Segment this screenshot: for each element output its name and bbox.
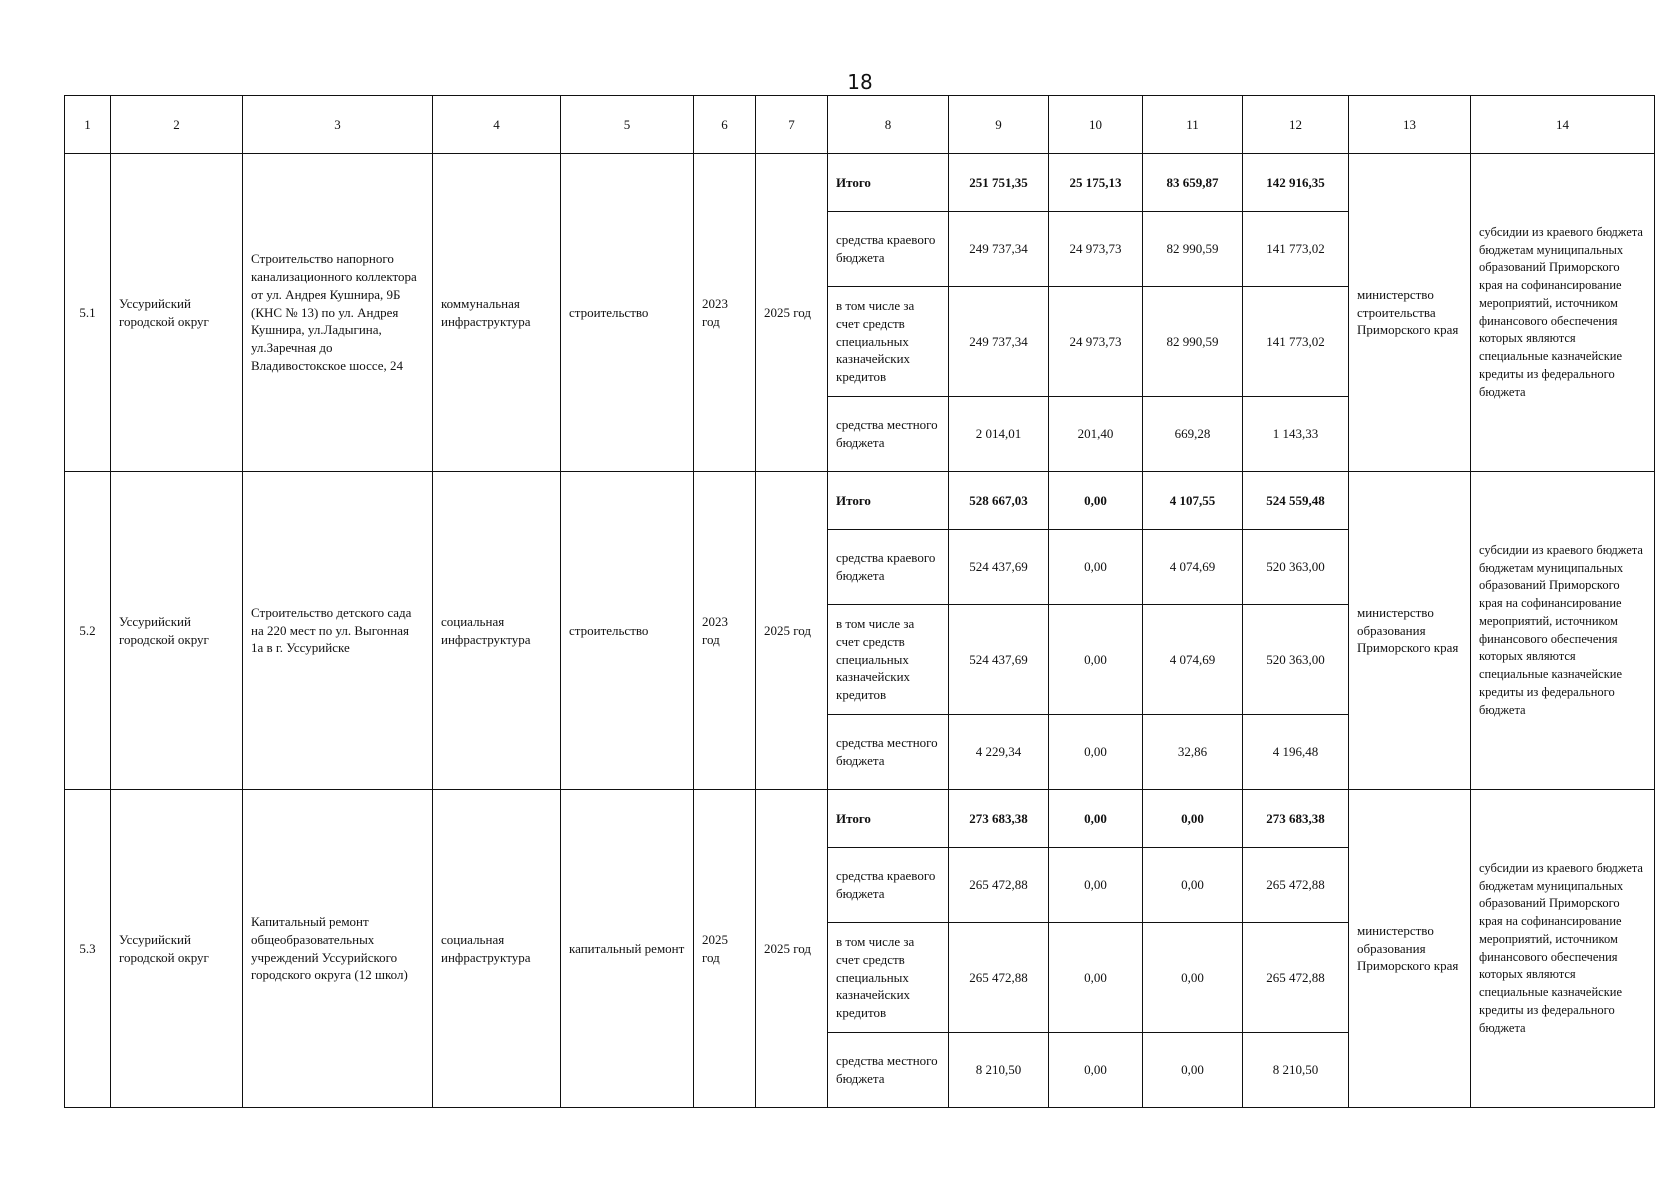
- funding-source-cell: в том числе за счет средств специальных казначейских кредитов: [828, 605, 949, 715]
- column-number: 5: [561, 96, 694, 154]
- value-col12-cell: 524 559,48: [1243, 472, 1349, 530]
- object-name-cell: Строительство детского сада на 220 мест по ул. Выгонная 1а в г. Уссурийске: [243, 472, 433, 790]
- item-number-cell: 5.2: [65, 472, 111, 790]
- column-number: 14: [1471, 96, 1655, 154]
- district-cell: Уссурийский городской округ: [111, 154, 243, 472]
- value-col11-cell: 82 990,59: [1143, 287, 1243, 397]
- funding-source-cell: Итого: [828, 790, 949, 848]
- funding-source-cell: средства краевого бюджета: [828, 848, 949, 923]
- note-cell: субсидии из краевого бюджета бюджетам муниципальных образований Приморского края на софинансирование мероприятий, источником финансового обеспечения которых являются специальные казначейские кредиты из федерального бюджета: [1471, 154, 1655, 472]
- column-number: 11: [1143, 96, 1243, 154]
- ministry-cell: министерство образования Приморского края: [1349, 472, 1471, 790]
- item-number-cell: 5.3: [65, 790, 111, 1108]
- start-year-cell: 2023 год: [694, 472, 756, 790]
- value-col9-cell: 249 737,34: [949, 212, 1049, 287]
- value-col10-cell: 0,00: [1049, 530, 1143, 605]
- value-col12-cell: 265 472,88: [1243, 848, 1349, 923]
- value-col9-cell: 265 472,88: [949, 923, 1049, 1033]
- value-col11-cell: 83 659,87: [1143, 154, 1243, 212]
- value-col10-cell: 0,00: [1049, 1033, 1143, 1108]
- value-col12-cell: 1 143,33: [1243, 397, 1349, 472]
- start-year-cell: 2025 год: [694, 790, 756, 1108]
- column-number-row: [65, 96, 1655, 154]
- value-col12-cell: 520 363,00: [1243, 530, 1349, 605]
- value-col11-cell: 0,00: [1143, 923, 1243, 1033]
- work-type-cell: строительство: [561, 472, 694, 790]
- value-col12-cell: 520 363,00: [1243, 605, 1349, 715]
- page-number: 18: [847, 70, 873, 94]
- value-col9-cell: 2 014,01: [949, 397, 1049, 472]
- district-cell: Уссурийский городской округ: [111, 472, 243, 790]
- value-col12-cell: 142 916,35: [1243, 154, 1349, 212]
- value-col11-cell: 4 074,69: [1143, 530, 1243, 605]
- column-number: 6: [694, 96, 756, 154]
- object-name-cell: Строительство напорного канализационного коллектора от ул. Андрея Кушнира, 9Б (КНС № 13) по ул. Андрея Кушнира, ул.Ладыгина, ул.Заречная до Владивостокское шоссе, 24: [243, 154, 433, 472]
- item-number-cell: 5.1: [65, 154, 111, 472]
- funding-source-cell: средства местного бюджета: [828, 397, 949, 472]
- value-col10-cell: 0,00: [1049, 605, 1143, 715]
- value-col12-cell: 141 773,02: [1243, 287, 1349, 397]
- value-col9-cell: 8 210,50: [949, 1033, 1049, 1108]
- value-col11-cell: 0,00: [1143, 1033, 1243, 1108]
- column-number: 7: [756, 96, 828, 154]
- value-col10-cell: 0,00: [1049, 715, 1143, 790]
- program-table: [64, 95, 1655, 1108]
- value-col11-cell: 669,28: [1143, 397, 1243, 472]
- table-row: [65, 790, 1655, 848]
- column-number: 4: [433, 96, 561, 154]
- value-col9-cell: 4 229,34: [949, 715, 1049, 790]
- value-col9-cell: 524 437,69: [949, 530, 1049, 605]
- sector-cell: социальная инфраструктура: [433, 790, 561, 1108]
- value-col11-cell: 0,00: [1143, 848, 1243, 923]
- value-col10-cell: 25 175,13: [1049, 154, 1143, 212]
- value-col10-cell: 0,00: [1049, 790, 1143, 848]
- value-col9-cell: 524 437,69: [949, 605, 1049, 715]
- funding-source-cell: средства местного бюджета: [828, 715, 949, 790]
- value-col11-cell: 32,86: [1143, 715, 1243, 790]
- column-number: 12: [1243, 96, 1349, 154]
- value-col9-cell: 251 751,35: [949, 154, 1049, 212]
- value-col12-cell: 8 210,50: [1243, 1033, 1349, 1108]
- value-col11-cell: 4 107,55: [1143, 472, 1243, 530]
- value-col9-cell: 249 737,34: [949, 287, 1049, 397]
- work-type-cell: капитальный ремонт: [561, 790, 694, 1108]
- value-col10-cell: 24 973,73: [1049, 212, 1143, 287]
- ministry-cell: министерство образования Приморского края: [1349, 790, 1471, 1108]
- ministry-cell: министерство строительства Приморского края: [1349, 154, 1471, 472]
- value-col11-cell: 4 074,69: [1143, 605, 1243, 715]
- funding-source-cell: Итого: [828, 154, 949, 212]
- column-number: 8: [828, 96, 949, 154]
- column-number: 1: [65, 96, 111, 154]
- value-col10-cell: 0,00: [1049, 848, 1143, 923]
- object-name-cell: Капитальный ремонт общеобразовательных учреждений Уссурийского городского округа (12 школ): [243, 790, 433, 1108]
- funding-source-cell: средства краевого бюджета: [828, 212, 949, 287]
- sector-cell: социальная инфраструктура: [433, 472, 561, 790]
- start-year-cell: 2023 год: [694, 154, 756, 472]
- value-col10-cell: 201,40: [1049, 397, 1143, 472]
- value-col10-cell: 0,00: [1049, 472, 1143, 530]
- district-cell: Уссурийский городской округ: [111, 790, 243, 1108]
- value-col12-cell: 273 683,38: [1243, 790, 1349, 848]
- note-cell: субсидии из краевого бюджета бюджетам муниципальных образований Приморского края на софинансирование мероприятий, источником финансового обеспечения которых являются специальные казначейские кредиты из федерального бюджета: [1471, 472, 1655, 790]
- funding-source-cell: в том числе за счет средств специальных казначейских кредитов: [828, 287, 949, 397]
- end-year-cell: 2025 год: [756, 472, 828, 790]
- column-number: 2: [111, 96, 243, 154]
- value-col11-cell: 82 990,59: [1143, 212, 1243, 287]
- value-col11-cell: 0,00: [1143, 790, 1243, 848]
- note-cell: субсидии из краевого бюджета бюджетам муниципальных образований Приморского края на софинансирование мероприятий, источником финансового обеспечения которых являются специальные казначейские кредиты из федерального бюджета: [1471, 790, 1655, 1108]
- funding-source-cell: средства местного бюджета: [828, 1033, 949, 1108]
- sector-cell: коммунальная инфраструктура: [433, 154, 561, 472]
- end-year-cell: 2025 год: [756, 790, 828, 1108]
- end-year-cell: 2025 год: [756, 154, 828, 472]
- column-number: 13: [1349, 96, 1471, 154]
- table-row: [65, 154, 1655, 212]
- value-col12-cell: 265 472,88: [1243, 923, 1349, 1033]
- funding-source-cell: средства краевого бюджета: [828, 530, 949, 605]
- funding-source-cell: в том числе за счет средств специальных казначейских кредитов: [828, 923, 949, 1033]
- value-col10-cell: 0,00: [1049, 923, 1143, 1033]
- funding-source-cell: Итого: [828, 472, 949, 530]
- value-col12-cell: 4 196,48: [1243, 715, 1349, 790]
- column-number: 3: [243, 96, 433, 154]
- value-col9-cell: 528 667,03: [949, 472, 1049, 530]
- work-type-cell: строительство: [561, 154, 694, 472]
- value-col10-cell: 24 973,73: [1049, 287, 1143, 397]
- value-col12-cell: 141 773,02: [1243, 212, 1349, 287]
- column-number: 9: [949, 96, 1049, 154]
- value-col9-cell: 273 683,38: [949, 790, 1049, 848]
- value-col9-cell: 265 472,88: [949, 848, 1049, 923]
- column-number: 10: [1049, 96, 1143, 154]
- table-row: [65, 472, 1655, 530]
